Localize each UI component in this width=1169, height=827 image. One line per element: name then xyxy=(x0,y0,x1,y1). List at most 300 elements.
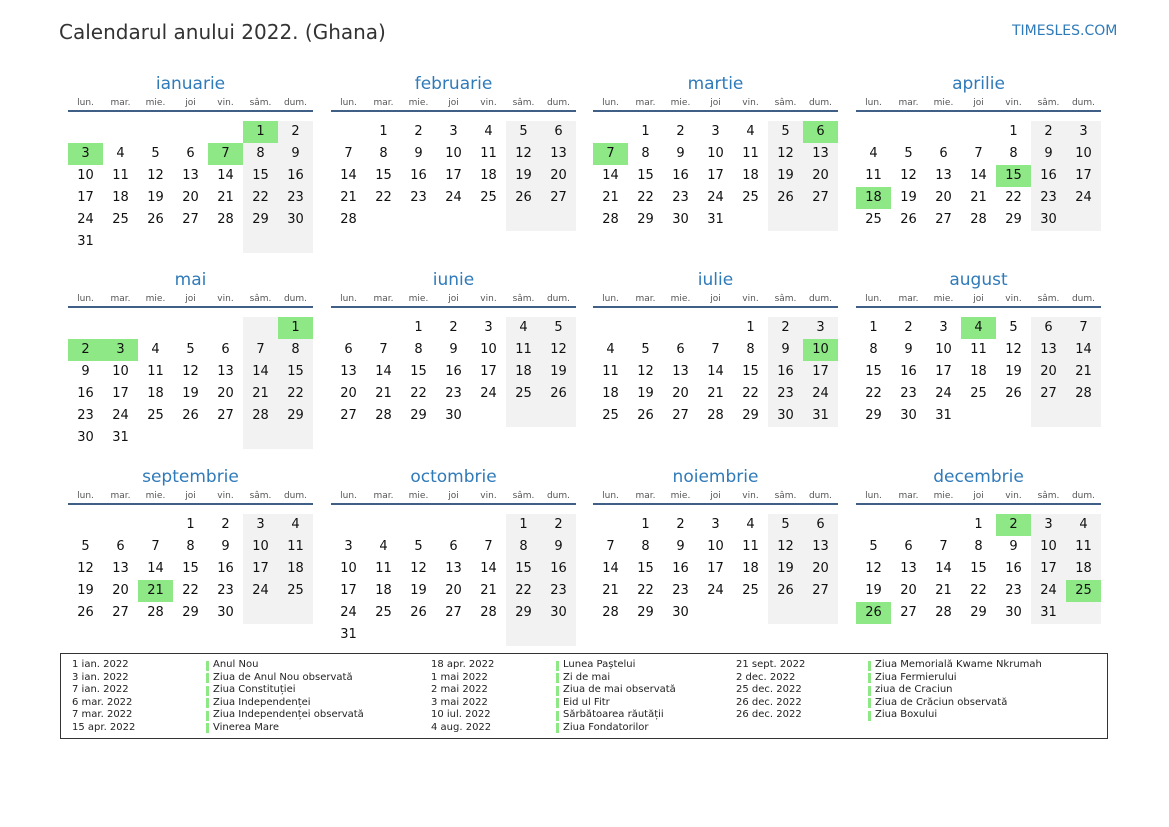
calendar-day: 9 xyxy=(1044,146,1053,161)
calendar-day: 1 xyxy=(186,517,195,532)
calendar-day: 8 xyxy=(256,146,265,161)
weekday-label: dum. xyxy=(808,98,833,108)
calendar-day: 17 xyxy=(445,168,462,183)
weekday-label: sâm. xyxy=(1037,98,1060,108)
calendar-day: 11 xyxy=(970,342,987,357)
month-title: mai xyxy=(174,270,207,290)
weekday-label: mar. xyxy=(898,98,919,108)
legend-date: 25 dec. 2022 xyxy=(736,684,802,695)
page-title: Calendarul anului 2022. (Ghana) xyxy=(59,20,386,44)
calendar-day: 31 xyxy=(935,408,952,423)
legend-marker xyxy=(206,723,209,733)
calendar-day: 15 xyxy=(252,168,269,183)
legend-marker xyxy=(556,711,559,721)
legend-date: 1 mai 2022 xyxy=(431,671,488,683)
calendar-day: 31 xyxy=(707,212,724,227)
calendar-day: 16 xyxy=(900,364,917,379)
weekday-label: sâm. xyxy=(249,491,272,501)
calendar-day: 10 xyxy=(252,539,269,554)
calendar-day: 9 xyxy=(449,342,458,357)
legend-date: 26 dec. 2022 xyxy=(736,709,802,720)
weekday-label: mie. xyxy=(670,491,691,501)
legend-date: 10 iul. 2022 xyxy=(431,709,491,720)
calendar-day: 6 xyxy=(676,342,685,357)
calendar-day: 3 xyxy=(484,320,493,335)
calendar-day: 7 xyxy=(379,342,388,357)
weekday-label: joi xyxy=(973,491,984,501)
calendar-day: 7 xyxy=(606,539,615,554)
calendar-day: 26 xyxy=(515,190,532,205)
calendar-day: 6 xyxy=(816,517,825,532)
month-rule xyxy=(856,503,1101,505)
weekday-label: sâm. xyxy=(774,491,797,501)
weekday-label: joi xyxy=(973,98,984,108)
calendar-day: 9 xyxy=(221,539,230,554)
calendar-day: 13 xyxy=(812,146,829,161)
calendar-day: 6 xyxy=(554,124,563,139)
calendar-day: 16 xyxy=(217,561,234,576)
calendar-day: 24 xyxy=(340,605,357,620)
calendar-day: 5 xyxy=(869,539,878,554)
calendar-day: 9 xyxy=(554,539,563,554)
month-rule xyxy=(68,503,313,505)
calendar-day: 26 xyxy=(410,605,427,620)
calendar-day: 20 xyxy=(812,168,829,183)
calendar-day: 20 xyxy=(217,386,234,401)
calendar-day: 23 xyxy=(410,190,427,205)
calendar-day: 17 xyxy=(112,386,129,401)
calendar-day: 12 xyxy=(77,561,94,576)
legend-date: 3 ian. 2022 xyxy=(72,671,129,683)
calendar-day: 1 xyxy=(379,124,388,139)
calendar-day: 1 xyxy=(1009,124,1018,139)
calendar-day: 19 xyxy=(777,168,794,183)
weekday-label: mie. xyxy=(670,294,691,304)
legend-holiday-name: Ziua Fondatorilor xyxy=(563,721,649,733)
holiday-day: 7 xyxy=(208,143,243,165)
calendar-day: 2 xyxy=(781,320,790,335)
weekday-label: vin. xyxy=(480,294,497,304)
weekday-label: sâm. xyxy=(774,98,797,108)
calendar-day: 10 xyxy=(1040,539,1057,554)
calendar-day: 14 xyxy=(1075,342,1092,357)
calendar-day: 19 xyxy=(515,168,532,183)
calendar-day: 1 xyxy=(641,517,650,532)
calendar-day: 20 xyxy=(812,561,829,576)
calendar-day: 30 xyxy=(287,212,304,227)
legend-marker xyxy=(868,686,871,696)
brand-link[interactable]: TIMESLES.COM xyxy=(1012,23,1118,39)
legend-holiday-name: Ziua de Anul Nou observată xyxy=(213,671,353,683)
month-rule xyxy=(856,110,1101,112)
calendar-day: 30 xyxy=(672,212,689,227)
month-rule xyxy=(593,110,838,112)
calendar-day: 12 xyxy=(865,561,882,576)
calendar-day: 27 xyxy=(900,605,917,620)
calendar-day: 2 xyxy=(221,517,230,532)
calendar-day: 29 xyxy=(1005,212,1022,227)
calendar-day: 1 xyxy=(746,320,755,335)
weekday-label: dum. xyxy=(546,294,571,304)
calendar-day: 12 xyxy=(777,146,794,161)
calendar-day: 15 xyxy=(182,561,199,576)
calendar-day: 19 xyxy=(147,190,164,205)
calendar-day: 10 xyxy=(480,342,497,357)
legend-marker xyxy=(556,661,559,671)
calendar-day: 20 xyxy=(340,386,357,401)
weekday-label: lun. xyxy=(865,491,882,501)
calendar-day: 12 xyxy=(637,364,654,379)
calendar-day: 2 xyxy=(676,517,685,532)
weekday-label: joi xyxy=(710,294,721,304)
calendar-day: 17 xyxy=(707,168,724,183)
weekday-label: mie. xyxy=(408,98,429,108)
calendar-day: 3 xyxy=(711,124,720,139)
holiday-day: 2 xyxy=(68,339,103,361)
legend-holiday-name: Ziua Fermierului xyxy=(875,671,957,683)
legend-holiday-name: Sărbătoarea răutății xyxy=(563,709,664,720)
weekday-label: dum. xyxy=(808,491,833,501)
weekday-label: mar. xyxy=(110,98,131,108)
calendar-day: 27 xyxy=(182,212,199,227)
calendar-day: 17 xyxy=(812,364,829,379)
calendar-day: 23 xyxy=(900,386,917,401)
calendar-day: 21 xyxy=(602,583,619,598)
calendar-day: 9 xyxy=(781,342,790,357)
weekday-label: vin. xyxy=(1005,491,1022,501)
legend-holiday-name: Lunea Paștelui xyxy=(563,659,636,670)
legend-marker xyxy=(206,673,209,683)
calendar-day: 5 xyxy=(781,124,790,139)
month-title: februarie xyxy=(414,74,493,94)
month-title: ianuarie xyxy=(155,74,226,94)
weekday-label: sâm. xyxy=(1037,491,1060,501)
calendar-day: 22 xyxy=(1005,190,1022,205)
calendar-day: 18 xyxy=(112,190,129,205)
calendar-day: 18 xyxy=(287,561,304,576)
calendar-day: 23 xyxy=(217,583,234,598)
calendar-day: 1 xyxy=(974,517,983,532)
weekday-label: lun. xyxy=(602,491,619,501)
calendar-day: 27 xyxy=(672,408,689,423)
holiday-day: 4 xyxy=(961,317,996,339)
weekday-label: mar. xyxy=(635,294,656,304)
legend-holiday-name: Ziua Memorială Kwame Nkrumah xyxy=(875,659,1042,670)
calendar-day: 9 xyxy=(414,146,423,161)
calendar-day: 13 xyxy=(812,539,829,554)
calendar-day: 17 xyxy=(480,364,497,379)
weekday-label: joi xyxy=(185,98,196,108)
weekday-label: mar. xyxy=(898,491,919,501)
calendar-day: 25 xyxy=(865,212,882,227)
calendar-day: 4 xyxy=(519,320,528,335)
calendar-day: 4 xyxy=(116,146,125,161)
weekday-label: dum. xyxy=(283,98,308,108)
calendar-day: 11 xyxy=(480,146,497,161)
weekday-label: mar. xyxy=(110,491,131,501)
calendar-day: 21 xyxy=(602,190,619,205)
calendar-day: 25 xyxy=(515,386,532,401)
weekday-label: sâm. xyxy=(512,491,535,501)
calendar-day: 19 xyxy=(637,386,654,401)
calendar-day: 5 xyxy=(1009,320,1018,335)
legend-date: 26 dec. 2022 xyxy=(736,696,802,708)
calendar-day: 4 xyxy=(379,539,388,554)
calendar-day: 8 xyxy=(746,342,755,357)
legend-date: 18 apr. 2022 xyxy=(431,659,495,670)
calendar-day: 3 xyxy=(711,517,720,532)
calendar-day: 23 xyxy=(672,583,689,598)
weekday-label: lun. xyxy=(865,294,882,304)
calendar-day: 29 xyxy=(970,605,987,620)
calendar-day: 12 xyxy=(550,342,567,357)
calendar-day: 10 xyxy=(935,342,952,357)
legend-marker xyxy=(206,698,209,708)
weekday-label: mar. xyxy=(898,294,919,304)
calendar-day: 23 xyxy=(777,386,794,401)
calendar-day: 16 xyxy=(445,364,462,379)
legend-date: 2 mai 2022 xyxy=(431,684,488,695)
calendar-day: 3 xyxy=(449,124,458,139)
weekday-label: mie. xyxy=(933,491,954,501)
calendar-day: 11 xyxy=(112,168,129,183)
legend-marker xyxy=(206,686,209,696)
month-title: decembrie xyxy=(933,467,1024,487)
calendar-day: 5 xyxy=(641,342,650,357)
calendar-day: 18 xyxy=(375,583,392,598)
calendar-day: 5 xyxy=(81,539,90,554)
calendar-day: 14 xyxy=(252,364,269,379)
calendar-day: 28 xyxy=(340,212,357,227)
legend-holiday-name: Ziua Independenței observată xyxy=(213,709,364,720)
calendar-day: 23 xyxy=(550,583,567,598)
calendar-day: 18 xyxy=(742,168,759,183)
calendar-day: 6 xyxy=(904,539,913,554)
calendar-day: 9 xyxy=(81,364,90,379)
calendar-day: 19 xyxy=(77,583,94,598)
calendar-day: 26 xyxy=(777,190,794,205)
calendar-day: 25 xyxy=(375,605,392,620)
calendar-day: 20 xyxy=(935,190,952,205)
calendar-day: 29 xyxy=(410,408,427,423)
calendar-day: 14 xyxy=(480,561,497,576)
calendar-day: 15 xyxy=(410,364,427,379)
legend-holiday-name: Ziua de Crăciun observată xyxy=(875,696,1008,708)
calendar-day: 14 xyxy=(602,561,619,576)
legend-marker xyxy=(868,698,871,708)
calendar-day: 16 xyxy=(77,386,94,401)
calendar-day: 21 xyxy=(375,386,392,401)
weekday-label: lun. xyxy=(340,98,357,108)
calendar-day: 13 xyxy=(445,561,462,576)
weekday-label: mie. xyxy=(670,98,691,108)
calendar-day: 18 xyxy=(970,364,987,379)
calendar-day: 2 xyxy=(554,517,563,532)
calendar-day: 14 xyxy=(970,168,987,183)
month-title: noiembrie xyxy=(672,467,759,487)
calendar-day: 24 xyxy=(77,212,94,227)
calendar-day: 26 xyxy=(77,605,94,620)
weekday-label: mie. xyxy=(408,491,429,501)
month-rule xyxy=(856,306,1101,308)
calendar-day: 12 xyxy=(182,364,199,379)
calendar-day: 20 xyxy=(182,190,199,205)
legend-date: 15 apr. 2022 xyxy=(72,721,136,733)
calendar-day: 24 xyxy=(1075,190,1092,205)
calendar-day: 10 xyxy=(77,168,94,183)
calendar-day: 8 xyxy=(641,539,650,554)
weekday-label: dum. xyxy=(1071,98,1096,108)
calendar-day: 24 xyxy=(445,190,462,205)
calendar-day: 18 xyxy=(1075,561,1092,576)
calendar-day: 30 xyxy=(445,408,462,423)
calendar-day: 9 xyxy=(291,146,300,161)
calendar-day: 9 xyxy=(676,539,685,554)
weekday-label: dum. xyxy=(1071,491,1096,501)
weekday-label: mie. xyxy=(145,491,166,501)
weekday-label: sâm. xyxy=(774,294,797,304)
calendar-day: 8 xyxy=(414,342,423,357)
weekday-label: mie. xyxy=(145,98,166,108)
month-title: martie xyxy=(687,74,744,94)
holiday-day: 3 xyxy=(68,143,103,165)
calendar-day: 15 xyxy=(970,561,987,576)
legend-marker xyxy=(868,661,871,671)
calendar-day: 3 xyxy=(256,517,265,532)
calendar-day: 16 xyxy=(672,168,689,183)
calendar-day: 2 xyxy=(1044,124,1053,139)
calendar-day: 1 xyxy=(641,124,650,139)
weekday-label: joi xyxy=(710,491,721,501)
calendar-day: 2 xyxy=(449,320,458,335)
month-rule xyxy=(593,503,838,505)
calendar-day: 15 xyxy=(637,168,654,183)
calendar-day: 22 xyxy=(375,190,392,205)
calendar-day: 11 xyxy=(515,342,532,357)
calendar-day: 2 xyxy=(676,124,685,139)
calendar-day: 5 xyxy=(151,146,160,161)
calendar-day: 6 xyxy=(221,342,230,357)
calendar-day: 14 xyxy=(340,168,357,183)
month-title: iunie xyxy=(432,270,475,290)
calendar-day: 20 xyxy=(112,583,129,598)
calendar-day: 20 xyxy=(900,583,917,598)
calendar-day: 27 xyxy=(112,605,129,620)
legend-holiday-name: Ziua Constituției xyxy=(213,684,296,695)
calendar-day: 14 xyxy=(375,364,392,379)
holiday-day: 25 xyxy=(1066,580,1101,602)
calendar-day: 30 xyxy=(217,605,234,620)
calendar-day: 23 xyxy=(1005,583,1022,598)
calendar-day: 27 xyxy=(445,605,462,620)
weekday-label: mie. xyxy=(145,294,166,304)
calendar-day: 2 xyxy=(904,320,913,335)
legend-holiday-name: Vinerea Mare xyxy=(213,721,280,733)
calendar-day: 29 xyxy=(287,408,304,423)
holiday-day: 1 xyxy=(278,317,313,339)
calendar-day: 13 xyxy=(340,364,357,379)
calendar-day: 28 xyxy=(707,408,724,423)
calendar-day: 19 xyxy=(410,583,427,598)
weekday-label: vin. xyxy=(742,491,759,501)
calendar-day: 30 xyxy=(550,605,567,620)
calendar-day: 26 xyxy=(900,212,917,227)
calendar-day: 28 xyxy=(375,408,392,423)
calendar-day: 20 xyxy=(1040,364,1057,379)
calendar-day: 14 xyxy=(707,364,724,379)
calendar-day: 13 xyxy=(1040,342,1057,357)
calendar-day: 10 xyxy=(707,146,724,161)
calendar-day: 21 xyxy=(217,190,234,205)
calendar-day: 30 xyxy=(1040,212,1057,227)
calendar-day: 2 xyxy=(414,124,423,139)
legend-date: 2 dec. 2022 xyxy=(736,671,796,683)
calendar-day: 8 xyxy=(379,146,388,161)
weekday-label: mie. xyxy=(933,98,954,108)
calendar-day: 8 xyxy=(641,146,650,161)
calendar-day: 11 xyxy=(742,146,759,161)
calendar-day: 12 xyxy=(777,539,794,554)
calendar-day: 9 xyxy=(904,342,913,357)
legend-holiday-name: Ziua de mai observată xyxy=(563,684,676,695)
calendar-day: 13 xyxy=(217,364,234,379)
legend-marker xyxy=(556,686,559,696)
legend-marker xyxy=(556,673,559,683)
calendar-day: 26 xyxy=(182,408,199,423)
calendar-day: 26 xyxy=(550,386,567,401)
legend-date: 21 sept. 2022 xyxy=(736,659,806,670)
calendar-day: 2 xyxy=(291,124,300,139)
calendar-day: 24 xyxy=(1040,583,1057,598)
calendar-day: 15 xyxy=(865,364,882,379)
legend-marker xyxy=(868,673,871,683)
calendar-day: 31 xyxy=(112,430,129,445)
calendar-day: 7 xyxy=(484,539,493,554)
weekday-label: lun. xyxy=(77,491,94,501)
calendar-day: 25 xyxy=(147,408,164,423)
calendar-day: 7 xyxy=(974,146,983,161)
calendar-day: 24 xyxy=(935,386,952,401)
calendar-day: 6 xyxy=(344,342,353,357)
weekday-label: sâm. xyxy=(1037,294,1060,304)
weekday-label: vin. xyxy=(480,491,497,501)
calendar-day: 7 xyxy=(939,539,948,554)
holiday-day: 18 xyxy=(856,187,891,209)
weekday-label: dum. xyxy=(283,294,308,304)
calendar-day: 25 xyxy=(480,190,497,205)
calendar-day: 5 xyxy=(554,320,563,335)
calendar-day: 31 xyxy=(812,408,829,423)
calendar-day: 12 xyxy=(410,561,427,576)
legend-holiday-name: Anul Nou xyxy=(213,659,259,670)
weekday-label: vin. xyxy=(1005,294,1022,304)
calendar-day: 16 xyxy=(550,561,567,576)
month-title: octombrie xyxy=(410,467,497,487)
calendar-day: 29 xyxy=(742,408,759,423)
calendar-day: 23 xyxy=(445,386,462,401)
legend-marker xyxy=(868,711,871,721)
calendar-day: 19 xyxy=(1005,364,1022,379)
calendar-day: 27 xyxy=(935,212,952,227)
calendar-day: 4 xyxy=(746,517,755,532)
calendar-day: 14 xyxy=(147,561,164,576)
calendar-day: 26 xyxy=(1005,386,1022,401)
weekday-label: dum. xyxy=(283,491,308,501)
legend-date: 6 mar. 2022 xyxy=(72,696,133,708)
legend-date: 4 aug. 2022 xyxy=(431,721,492,733)
calendar-day: 22 xyxy=(410,386,427,401)
calendar-day: 21 xyxy=(935,583,952,598)
